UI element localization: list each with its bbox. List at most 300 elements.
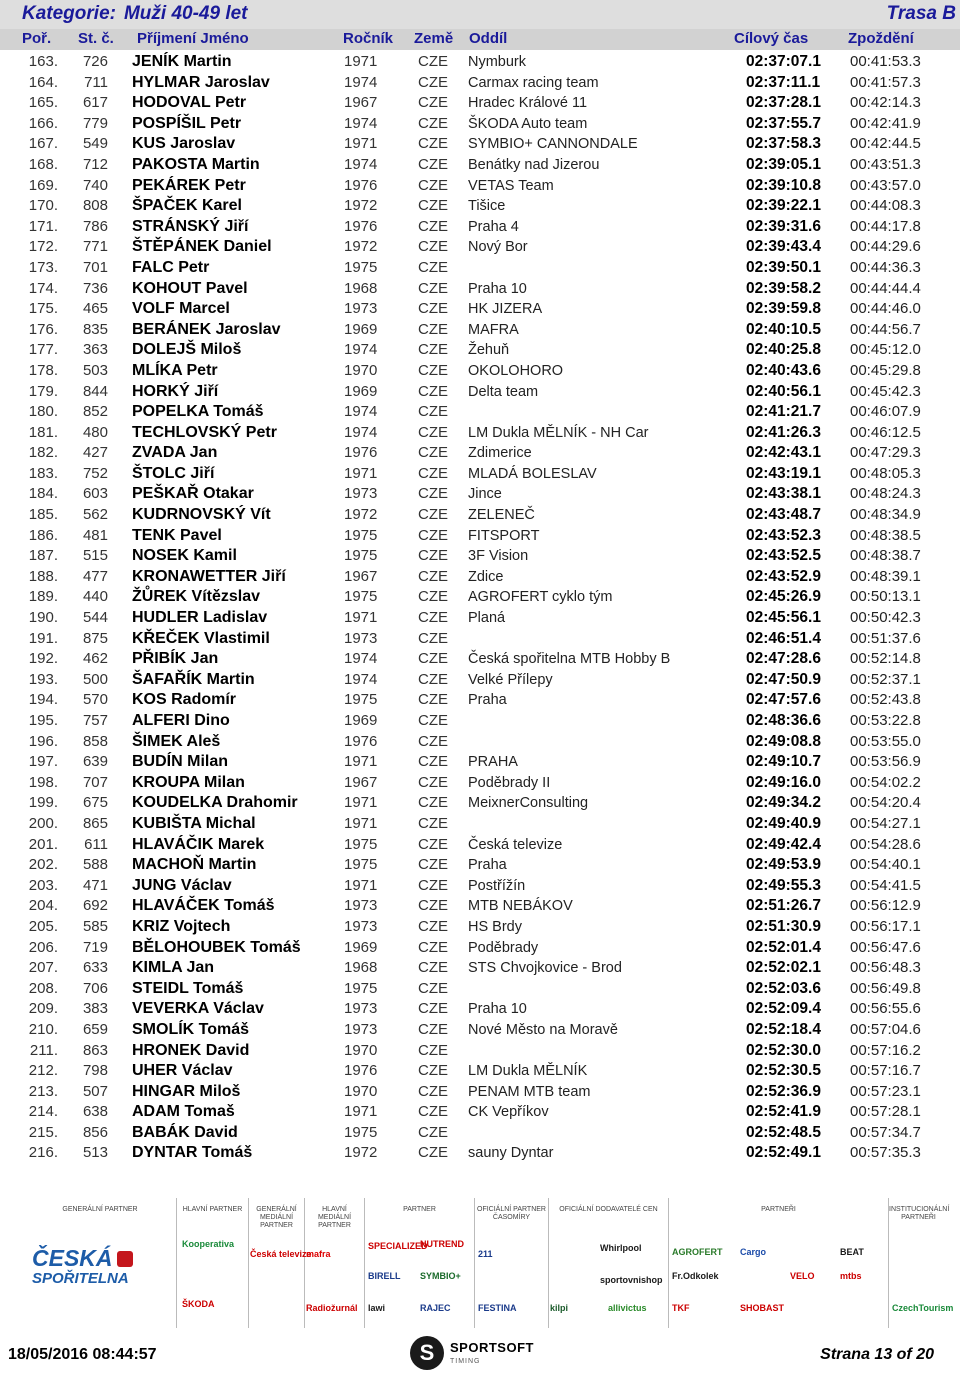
cell-club: Česká televize: [468, 836, 563, 853]
cell-year: 1973: [344, 629, 378, 647]
cell-start-number: 712: [82, 155, 108, 173]
sponsor-logo: Kooperativa: [182, 1239, 235, 1249]
cell-name: POPELKA Tomáš: [132, 403, 264, 421]
cell-finish-time: 02:39:05.1: [746, 155, 821, 173]
cell-start-number: 844: [82, 382, 108, 400]
cell-name: HINGAR Miloš: [132, 1082, 241, 1100]
cell-club: Hradec Králové 11: [468, 95, 588, 112]
cell-name: BABÁK David: [132, 1123, 238, 1141]
cell-delay: 00:56:55.6: [850, 1000, 921, 1018]
cell-delay: 00:53:55.0: [850, 732, 921, 750]
cell-year: 1971: [344, 135, 378, 153]
cell-delay: 00:53:56.9: [850, 753, 921, 771]
cell-country: CZE: [418, 1062, 448, 1080]
cell-start-number: 507: [82, 1082, 108, 1100]
cell-country: CZE: [418, 773, 448, 791]
sponsor-logo: CzechTourism: [892, 1303, 954, 1313]
cell-place: 179.: [28, 382, 58, 400]
col-header-country: Země: [414, 30, 454, 47]
table-row: [0, 670, 960, 691]
cell-name: ŽŮREK Vítězslav: [132, 588, 261, 606]
cell-club: MTB NEBÁKOV: [468, 898, 573, 915]
sponsor-logo: lawi: [368, 1303, 386, 1313]
cell-name: KUBIŠTA Michal: [132, 814, 256, 832]
cell-start-number: 588: [82, 856, 108, 874]
cell-finish-time: 02:52:30.0: [746, 1041, 821, 1059]
cell-finish-time: 02:49:40.9: [746, 814, 821, 832]
cell-country: CZE: [418, 835, 448, 853]
cell-name: PAKOSTA Martin: [132, 155, 260, 173]
route-label: Trasa B: [886, 3, 956, 24]
cell-name: NOSEK Kamil: [132, 547, 237, 565]
cell-club: LM Dukla MĚLNÍK: [468, 1063, 588, 1080]
cell-finish-time: 02:40:10.5: [746, 320, 821, 338]
cell-finish-time: 02:52:02.1: [746, 959, 821, 977]
sponsor-heading-media: HLAVNÍ MEDIÁLNÍ PARTNER: [317, 1206, 352, 1229]
cell-club: Praha: [468, 692, 507, 709]
cell-place: 206.: [28, 938, 58, 956]
cell-club: FITSPORT: [468, 527, 540, 544]
table-row: [0, 979, 960, 1000]
cell-name: FALC Petr: [132, 258, 210, 276]
cell-country: CZE: [418, 938, 448, 956]
cell-place: 212.: [28, 1062, 58, 1080]
cell-place: 169.: [28, 176, 58, 194]
cell-year: 1974: [344, 114, 378, 132]
cell-country: CZE: [418, 506, 448, 524]
cell-finish-time: 02:43:52.5: [746, 547, 821, 565]
cell-name: KOS Radomír: [132, 691, 237, 709]
table-row: [0, 299, 960, 320]
cell-year: 1974: [344, 403, 378, 421]
cell-place: 173.: [28, 258, 58, 276]
cell-place: 191.: [28, 629, 58, 647]
cell-year: 1971: [344, 876, 378, 894]
cell-start-number: 736: [82, 279, 108, 297]
cell-club: PENAM MTB team: [468, 1083, 591, 1100]
sponsors-strip: [0, 1198, 960, 1328]
cell-place: 207.: [28, 959, 58, 977]
cell-place: 201.: [28, 835, 58, 853]
category-label: Kategorie:: [22, 3, 116, 24]
cell-year: 1968: [344, 279, 378, 297]
cell-start-number: 585: [82, 917, 108, 935]
cell-place: 165.: [28, 94, 58, 112]
cell-finish-time: 02:39:50.1: [746, 258, 821, 276]
sponsor-heading-institutional: INSTITUCIONÁLNÍ PARTNEŘI: [889, 1206, 950, 1221]
cell-country: CZE: [418, 691, 448, 709]
sponsor-logo: Fr.Odkolek: [672, 1271, 719, 1281]
cell-finish-time: 02:48:36.6: [746, 712, 821, 729]
cell-year: 1976: [344, 732, 378, 750]
cell-finish-time: 02:43:38.1: [746, 485, 821, 503]
table-row: [0, 1143, 960, 1164]
cell-finish-time: 02:46:51.4: [746, 629, 821, 647]
cell-place: 197.: [28, 753, 58, 771]
cell-country: CZE: [418, 320, 448, 338]
cell-club: Tišice: [468, 198, 506, 215]
cell-delay: 00:54:02.2: [850, 773, 921, 791]
col-header-start-number: St. č.: [78, 30, 114, 47]
cell-start-number: 477: [82, 567, 108, 585]
cell-start-number: 798: [82, 1062, 108, 1080]
table-row: [0, 999, 960, 1020]
cell-delay: 00:44:46.0: [850, 300, 921, 318]
sponsor-logo: Česká televize: [250, 1249, 312, 1259]
cell-place: 209.: [28, 1000, 58, 1018]
sponsor-logo: kilpi: [550, 1303, 569, 1313]
cell-delay: 00:44:56.7: [850, 320, 921, 338]
cell-country: CZE: [418, 300, 448, 318]
cell-year: 1973: [344, 485, 378, 503]
cell-finish-time: 02:43:52.9: [746, 567, 821, 585]
cell-start-number: 603: [82, 485, 108, 503]
cell-start-number: 481: [82, 526, 108, 544]
cell-year: 1970: [344, 1082, 378, 1100]
cell-country: CZE: [418, 485, 448, 503]
cell-name: DYNTAR Tomáš: [132, 1144, 253, 1162]
col-header-name: Příjmení Jméno: [137, 30, 249, 47]
sponsor-logo: mtbs: [840, 1271, 862, 1281]
cell-name: VOLF Marcel: [132, 300, 230, 318]
cell-delay: 00:56:49.8: [850, 979, 921, 997]
cell-name: TENK Pavel: [132, 526, 222, 544]
sportsoft-logo: [410, 1332, 534, 1376]
cell-year: 1972: [344, 197, 378, 215]
cell-year: 1972: [344, 238, 378, 256]
cell-year: 1976: [344, 1062, 378, 1080]
cell-name: HRONEK David: [132, 1041, 250, 1059]
cell-country: CZE: [418, 732, 448, 750]
cell-year: 1974: [344, 341, 378, 359]
cell-place: 164.: [28, 73, 58, 91]
cell-country: CZE: [418, 238, 448, 256]
cell-start-number: 515: [82, 547, 108, 565]
cell-finish-time: 02:42:43.1: [746, 444, 821, 462]
cell-delay: 00:50:13.1: [850, 588, 921, 606]
cell-club: ŠKODA Auto team: [468, 115, 588, 132]
cell-country: CZE: [418, 959, 448, 977]
cell-year: 1967: [344, 567, 378, 585]
sponsor-logo: SPECIALIZED: [368, 1241, 428, 1251]
cell-start-number: 480: [82, 423, 108, 441]
cell-finish-time: 02:52:48.5: [746, 1123, 821, 1141]
cell-country: CZE: [418, 856, 448, 874]
cell-delay: 00:52:43.8: [850, 691, 921, 709]
cell-delay: 00:57:04.6: [850, 1020, 921, 1038]
col-header-delay: Zpoždění: [848, 30, 914, 47]
cell-year: 1971: [344, 794, 378, 812]
cell-place: 208.: [28, 979, 58, 997]
cell-delay: 00:42:44.5: [850, 135, 921, 153]
cell-finish-time: 02:37:11.1: [746, 73, 821, 91]
cell-name: ŠTĚPÁNEK Daniel: [132, 238, 272, 256]
cell-finish-time: 02:49:42.4: [746, 835, 821, 853]
category-value: Muži 40-49 let: [123, 3, 248, 24]
cell-country: CZE: [418, 794, 448, 812]
table-row: [0, 1061, 960, 1082]
cell-place: 196.: [28, 732, 58, 750]
cell-year: 1975: [344, 1123, 378, 1141]
cell-country: CZE: [418, 897, 448, 915]
cell-year: 1976: [344, 444, 378, 462]
cell-country: CZE: [418, 423, 448, 441]
cell-start-number: 808: [82, 197, 108, 215]
sponsor-logo: FESTINA: [478, 1303, 517, 1313]
cell-start-number: 711: [84, 73, 108, 91]
sponsor-heading-supplier: OFICIÁLNÍ DODAVATELÉ CEN: [559, 1206, 658, 1213]
cell-place: 202.: [28, 856, 58, 874]
cell-delay: 00:57:16.7: [850, 1062, 921, 1080]
table-row: [0, 93, 960, 114]
sponsor-logo: 211: [478, 1249, 493, 1259]
cell-start-number: 779: [82, 114, 108, 132]
cell-place: 163.: [28, 53, 58, 70]
cell-finish-time: 02:39:31.6: [746, 217, 821, 235]
table-row: [0, 732, 960, 753]
sponsor-logo: VELO: [790, 1271, 815, 1281]
cell-delay: 00:54:28.6: [850, 835, 921, 853]
cell-country: CZE: [418, 1103, 448, 1121]
cell-country: CZE: [418, 567, 448, 585]
cell-start-number: 835: [82, 320, 108, 338]
cell-place: 189.: [28, 588, 58, 606]
cell-start-number: 852: [82, 403, 108, 421]
results-table: [0, 52, 960, 1164]
cell-place: 182.: [28, 444, 58, 462]
cell-year: 1971: [344, 609, 378, 627]
col-header-club: Oddíl: [469, 30, 508, 47]
cell-name: JENÍK Martin: [132, 53, 232, 70]
cell-place: 167.: [28, 135, 58, 153]
cell-year: 1968: [344, 959, 378, 977]
table-row: [0, 237, 960, 258]
cell-start-number: 639: [82, 753, 108, 771]
cell-finish-time: 02:41:21.7: [746, 403, 821, 421]
table-row: [0, 649, 960, 670]
sponsor-logo: AGROFERT: [672, 1247, 723, 1257]
cell-club: Praha 10: [468, 1001, 527, 1018]
table-row: [0, 629, 960, 650]
cell-name: KUS Jaroslav: [132, 135, 236, 153]
cell-delay: 00:52:14.8: [850, 650, 921, 668]
cell-place: 175.: [28, 300, 58, 318]
cell-start-number: 786: [82, 217, 108, 235]
cell-start-number: 771: [82, 238, 108, 256]
cell-finish-time: 02:45:56.1: [746, 609, 821, 627]
cell-name: KOUDELKA Drahomir: [132, 794, 298, 812]
cell-club: Nový Bor: [468, 239, 528, 256]
cell-start-number: 500: [82, 670, 108, 688]
cell-place: 177.: [28, 341, 58, 359]
print-timestamp: 18/05/2016 08:44:57: [8, 1346, 157, 1363]
cell-year: 1971: [344, 814, 378, 832]
cell-club: MAFRA: [468, 321, 519, 338]
cell-place: 186.: [28, 526, 58, 544]
cell-start-number: 752: [82, 464, 108, 482]
cell-finish-time: 02:52:30.5: [746, 1062, 821, 1080]
cell-club: HS Brdy: [468, 918, 522, 935]
cell-name: KRONAWETTER Jiří: [132, 567, 286, 585]
cell-delay: 00:54:41.5: [850, 876, 921, 894]
cell-year: 1975: [344, 979, 378, 997]
cell-place: 195.: [28, 712, 58, 729]
cs-logo-line2: SPOŘITELNA: [32, 1270, 129, 1287]
cell-club: AGROFERT cyklo tým: [468, 589, 613, 606]
cell-name: HLAVÁČIK Marek: [132, 835, 265, 853]
sponsor-logo: RAJEC: [420, 1303, 451, 1313]
table-row: [0, 73, 960, 94]
cell-start-number: 549: [82, 135, 108, 153]
sponsor-heading-partners: PARTNEŘI: [761, 1206, 796, 1213]
cell-place: 181.: [28, 423, 58, 441]
cell-finish-time: 02:52:09.4: [746, 1000, 821, 1018]
cell-year: 1969: [344, 320, 378, 338]
cell-delay: 00:56:48.3: [850, 959, 921, 977]
cell-finish-time: 02:52:41.9: [746, 1103, 821, 1121]
cell-country: CZE: [418, 1082, 448, 1100]
cell-year: 1974: [344, 650, 378, 668]
cell-country: CZE: [418, 917, 448, 935]
table-row: [0, 896, 960, 917]
cell-start-number: 726: [82, 53, 108, 70]
cell-delay: 00:45:12.0: [850, 341, 921, 359]
cell-finish-time: 02:52:18.4: [746, 1020, 821, 1038]
cell-club: Planá: [468, 610, 506, 627]
cell-delay: 00:53:22.8: [850, 712, 921, 729]
cell-club: Praha: [468, 857, 507, 874]
cell-finish-time: 02:43:52.3: [746, 526, 821, 544]
cell-delay: 00:50:42.3: [850, 609, 921, 627]
cell-place: 187.: [28, 547, 58, 565]
cell-place: 171.: [28, 217, 58, 235]
cell-place: 188.: [28, 567, 58, 585]
cell-year: 1969: [344, 938, 378, 956]
cell-start-number: 383: [82, 1000, 108, 1018]
cell-delay: 00:54:20.4: [850, 794, 921, 812]
cell-delay: 00:44:08.3: [850, 197, 921, 215]
cell-country: CZE: [418, 53, 448, 70]
cell-start-number: 513: [82, 1144, 108, 1162]
cell-country: CZE: [418, 629, 448, 647]
cell-country: CZE: [418, 526, 448, 544]
cell-name: KŘEČEK Vlastimil: [132, 629, 270, 647]
cell-year: 1973: [344, 300, 378, 318]
table-row: [0, 402, 960, 423]
cell-club: HK JIZERA: [468, 301, 543, 318]
cell-delay: 00:56:12.9: [850, 897, 921, 915]
cell-delay: 00:48:24.3: [850, 485, 921, 503]
cell-country: CZE: [418, 155, 448, 173]
cell-place: 204.: [28, 897, 58, 915]
cell-finish-time: 02:51:30.9: [746, 917, 821, 935]
cell-finish-time: 02:40:56.1: [746, 382, 821, 400]
cell-club: Benátky nad Jizerou: [468, 156, 600, 173]
cell-place: 176.: [28, 320, 58, 338]
cell-finish-time: 02:39:59.8: [746, 300, 821, 318]
cell-club: Zdice: [468, 568, 504, 585]
sponsor-heading-general: GENERÁLNÍ PARTNER: [62, 1206, 138, 1213]
cell-start-number: 659: [82, 1020, 108, 1038]
cs-logo-line1: ČESKÁ: [32, 1245, 113, 1271]
cell-delay: 00:45:29.8: [850, 361, 921, 379]
cell-delay: 00:43:51.3: [850, 155, 921, 173]
sponsor-logo: mafra: [306, 1249, 331, 1259]
cell-start-number: 617: [82, 94, 108, 112]
cell-start-number: 757: [82, 712, 108, 729]
cell-delay: 00:42:41.9: [850, 114, 921, 132]
cell-country: CZE: [418, 670, 448, 688]
sponsor-heading-partner: PARTNER: [403, 1206, 436, 1213]
cell-place: 193.: [28, 670, 58, 688]
category-title: [22, 3, 248, 25]
cell-name: KIMLA Jan: [132, 959, 215, 977]
cell-year: 1973: [344, 1000, 378, 1018]
cell-finish-time: 02:52:03.6: [746, 979, 821, 997]
cell-place: 216.: [28, 1144, 58, 1162]
cell-club: Postřížín: [468, 877, 526, 894]
cell-delay: 00:52:37.1: [850, 670, 921, 688]
cell-place: 180.: [28, 403, 58, 421]
cell-year: 1970: [344, 1041, 378, 1059]
cell-delay: 00:46:07.9: [850, 403, 921, 421]
cell-name: JUNG Václav: [132, 876, 232, 894]
cell-start-number: 544: [82, 609, 108, 627]
sponsor-heading-timing: OFICIÁLNÍ PARTNER ČASOMÍRY: [477, 1206, 546, 1221]
cell-place: 183.: [28, 464, 58, 482]
cell-delay: 00:48:05.3: [850, 464, 921, 482]
cell-club: sauny Dyntar: [468, 1145, 554, 1162]
table-row: [0, 1123, 960, 1144]
cell-start-number: 471: [82, 876, 108, 894]
cell-place: 198.: [28, 773, 58, 791]
cell-name: ADAM Tomaš: [132, 1103, 235, 1121]
table-row: [0, 258, 960, 279]
cell-country: CZE: [418, 979, 448, 997]
cell-country: CZE: [418, 712, 448, 729]
cell-name: STRÁNSKÝ Jiří: [132, 217, 249, 235]
cell-place: 166.: [28, 114, 58, 132]
table-row: [0, 217, 960, 238]
cell-year: 1973: [344, 897, 378, 915]
cell-start-number: 865: [82, 814, 108, 832]
cell-delay: 00:43:57.0: [850, 176, 921, 194]
cell-country: CZE: [418, 176, 448, 194]
cell-name: STEIDL Tomáš: [132, 979, 244, 997]
cell-delay: 00:54:27.1: [850, 814, 921, 832]
table-row: [0, 587, 960, 608]
table-row: [0, 958, 960, 979]
table-row: [0, 835, 960, 856]
table-row: [0, 608, 960, 629]
cell-club: Carmax racing team: [468, 74, 599, 91]
cell-start-number: 462: [82, 650, 108, 668]
table-row: [0, 443, 960, 464]
table-row: [0, 484, 960, 505]
cell-place: 174.: [28, 279, 58, 297]
cell-name: VEVERKA Václav: [132, 1000, 264, 1018]
cell-club: Poděbrady II: [468, 774, 551, 791]
sponsor-logo: ŠKODA: [182, 1299, 215, 1309]
cell-name: KRIZ Vojtech: [132, 917, 231, 935]
table-row: [0, 382, 960, 403]
table-row: [0, 814, 960, 835]
cell-country: CZE: [418, 197, 448, 215]
cell-name: HYLMAR Jaroslav: [132, 73, 270, 91]
cell-name: HUDLER Ladislav: [132, 609, 268, 627]
table-row: [0, 340, 960, 361]
cell-start-number: 692: [82, 897, 108, 915]
